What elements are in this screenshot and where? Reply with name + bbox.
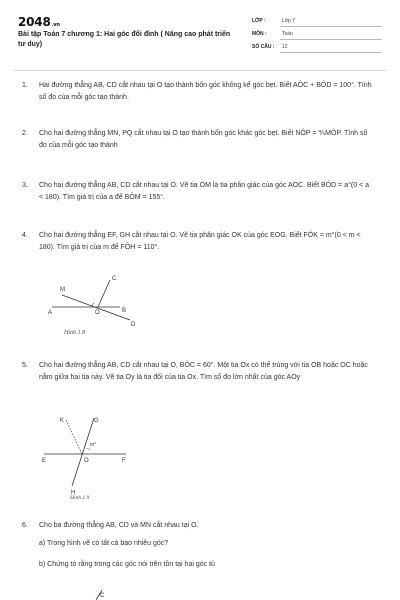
meta-row-subject <box>252 29 382 42</box>
label-m: M <box>60 287 65 293</box>
label-k: K <box>60 418 65 424</box>
meta-value: Lớp 7 <box>282 18 296 24</box>
logo-suffix: .vn <box>51 22 60 28</box>
meta-key: LỚP : <box>252 18 266 24</box>
question-text: Hai đường thẳng AB, CD cắt nhau tại O tạo thành bốn góc không kể góc bẹt. Biết AÔC + BÔD = 100°. Tính số đo của mỗi góc tạo thành. <box>39 82 372 101</box>
question-part-a: a) Trong hình vẽ có tất cả bao nhiêu góc? <box>39 540 169 547</box>
question-text: Cho hai đường thẳng MN, PQ cắt nhau tại O tạo thành bốn góc khác góc bẹt. Biết NÔP = ⅘MÔP. Tính số đo của mỗi góc tạo thành <box>39 130 368 149</box>
figure-1-9 <box>36 410 136 500</box>
question-number: 1. <box>22 82 28 89</box>
figure-bottom <box>86 588 126 600</box>
meta-value: 12 <box>282 44 288 50</box>
site-logo[interactable] <box>18 15 60 29</box>
meta-box <box>252 16 382 55</box>
question-number: 5. <box>22 362 28 369</box>
figure-caption: Hình 1.9 <box>70 495 90 500</box>
meta-underline <box>280 26 382 27</box>
question-5 <box>22 360 372 384</box>
label-e: E <box>42 458 47 464</box>
logo-text: 2048 <box>18 15 51 29</box>
question-3 <box>22 180 372 204</box>
ray-om <box>98 280 110 307</box>
label-o: O <box>84 458 89 464</box>
question-text: Cho hai đường thẳng AB, CD cắt nhau tại O, BÔC = 60°. Một tia Ox có thể trùng với tia OB hoặc OC hoặc nằm giữa hai tia này. Vẽ tia Oy là tia đối của tia Ox. Tìm số đo lớn nhất của góc AOy <box>39 362 368 381</box>
angle-arc <box>86 448 90 450</box>
question-1 <box>22 80 372 104</box>
meta-row-count <box>252 42 382 55</box>
line-cd <box>62 295 130 320</box>
question-number: 4. <box>22 232 28 239</box>
question-2 <box>22 128 372 152</box>
label-f: F <box>122 458 126 464</box>
meta-underline <box>280 52 382 53</box>
meta-row-grade <box>252 16 382 29</box>
label-d: D <box>131 322 136 328</box>
label-h: H <box>71 490 76 496</box>
question-text: Cho hai đường thẳng AB, CD cắt nhau tại O. Vẽ tia OM là tia phân giác của góc AOC. Biết BÔD = a°(0 < a < 180). Tìm giá trị của a để BÔM = 155°. <box>39 182 369 201</box>
label-m-angle: m° <box>90 442 97 448</box>
figure-1-8 <box>40 270 140 340</box>
question-4 <box>22 230 372 254</box>
meta-key: SỐ CÂU : <box>252 44 275 50</box>
label-b: B <box>122 308 127 314</box>
meta-underline <box>280 39 382 40</box>
label-g: G <box>94 418 99 424</box>
question-6 <box>22 520 372 571</box>
figure-caption: Hình 1.8 <box>64 330 85 336</box>
label-c: C <box>100 593 105 599</box>
header-divider <box>14 70 386 71</box>
question-text: Cho ba đường thẳng AB, CD và MN cắt nhau tại O. <box>39 522 199 529</box>
question-part-b: b) Chứng tỏ rằng trong các góc nói trên tồn tại hai góc tù <box>39 561 215 568</box>
meta-value: Toán <box>282 31 293 37</box>
question-number: 2. <box>22 130 28 137</box>
question-number: 6. <box>22 522 28 529</box>
question-text: Cho hai đường thẳng EF, GH cắt nhau tại O. Vẽ tia phân giác OK của góc EOG. Biết FÔK = m°(0 < m < 180). Tìm giá trị của m để FÔH = 110°. <box>39 232 361 251</box>
ray-ok <box>66 420 82 454</box>
label-o: O <box>95 310 100 316</box>
page-title: Bài tập Toán 7 chương 1: Hai góc đối đỉnh ( Nâng cao phát triển tư duy) <box>18 31 231 48</box>
meta-key: MÔN : <box>252 31 267 37</box>
label-a: A <box>48 310 53 316</box>
label-c: C <box>112 276 117 282</box>
question-number: 3. <box>22 182 28 189</box>
line-gh <box>72 418 97 486</box>
